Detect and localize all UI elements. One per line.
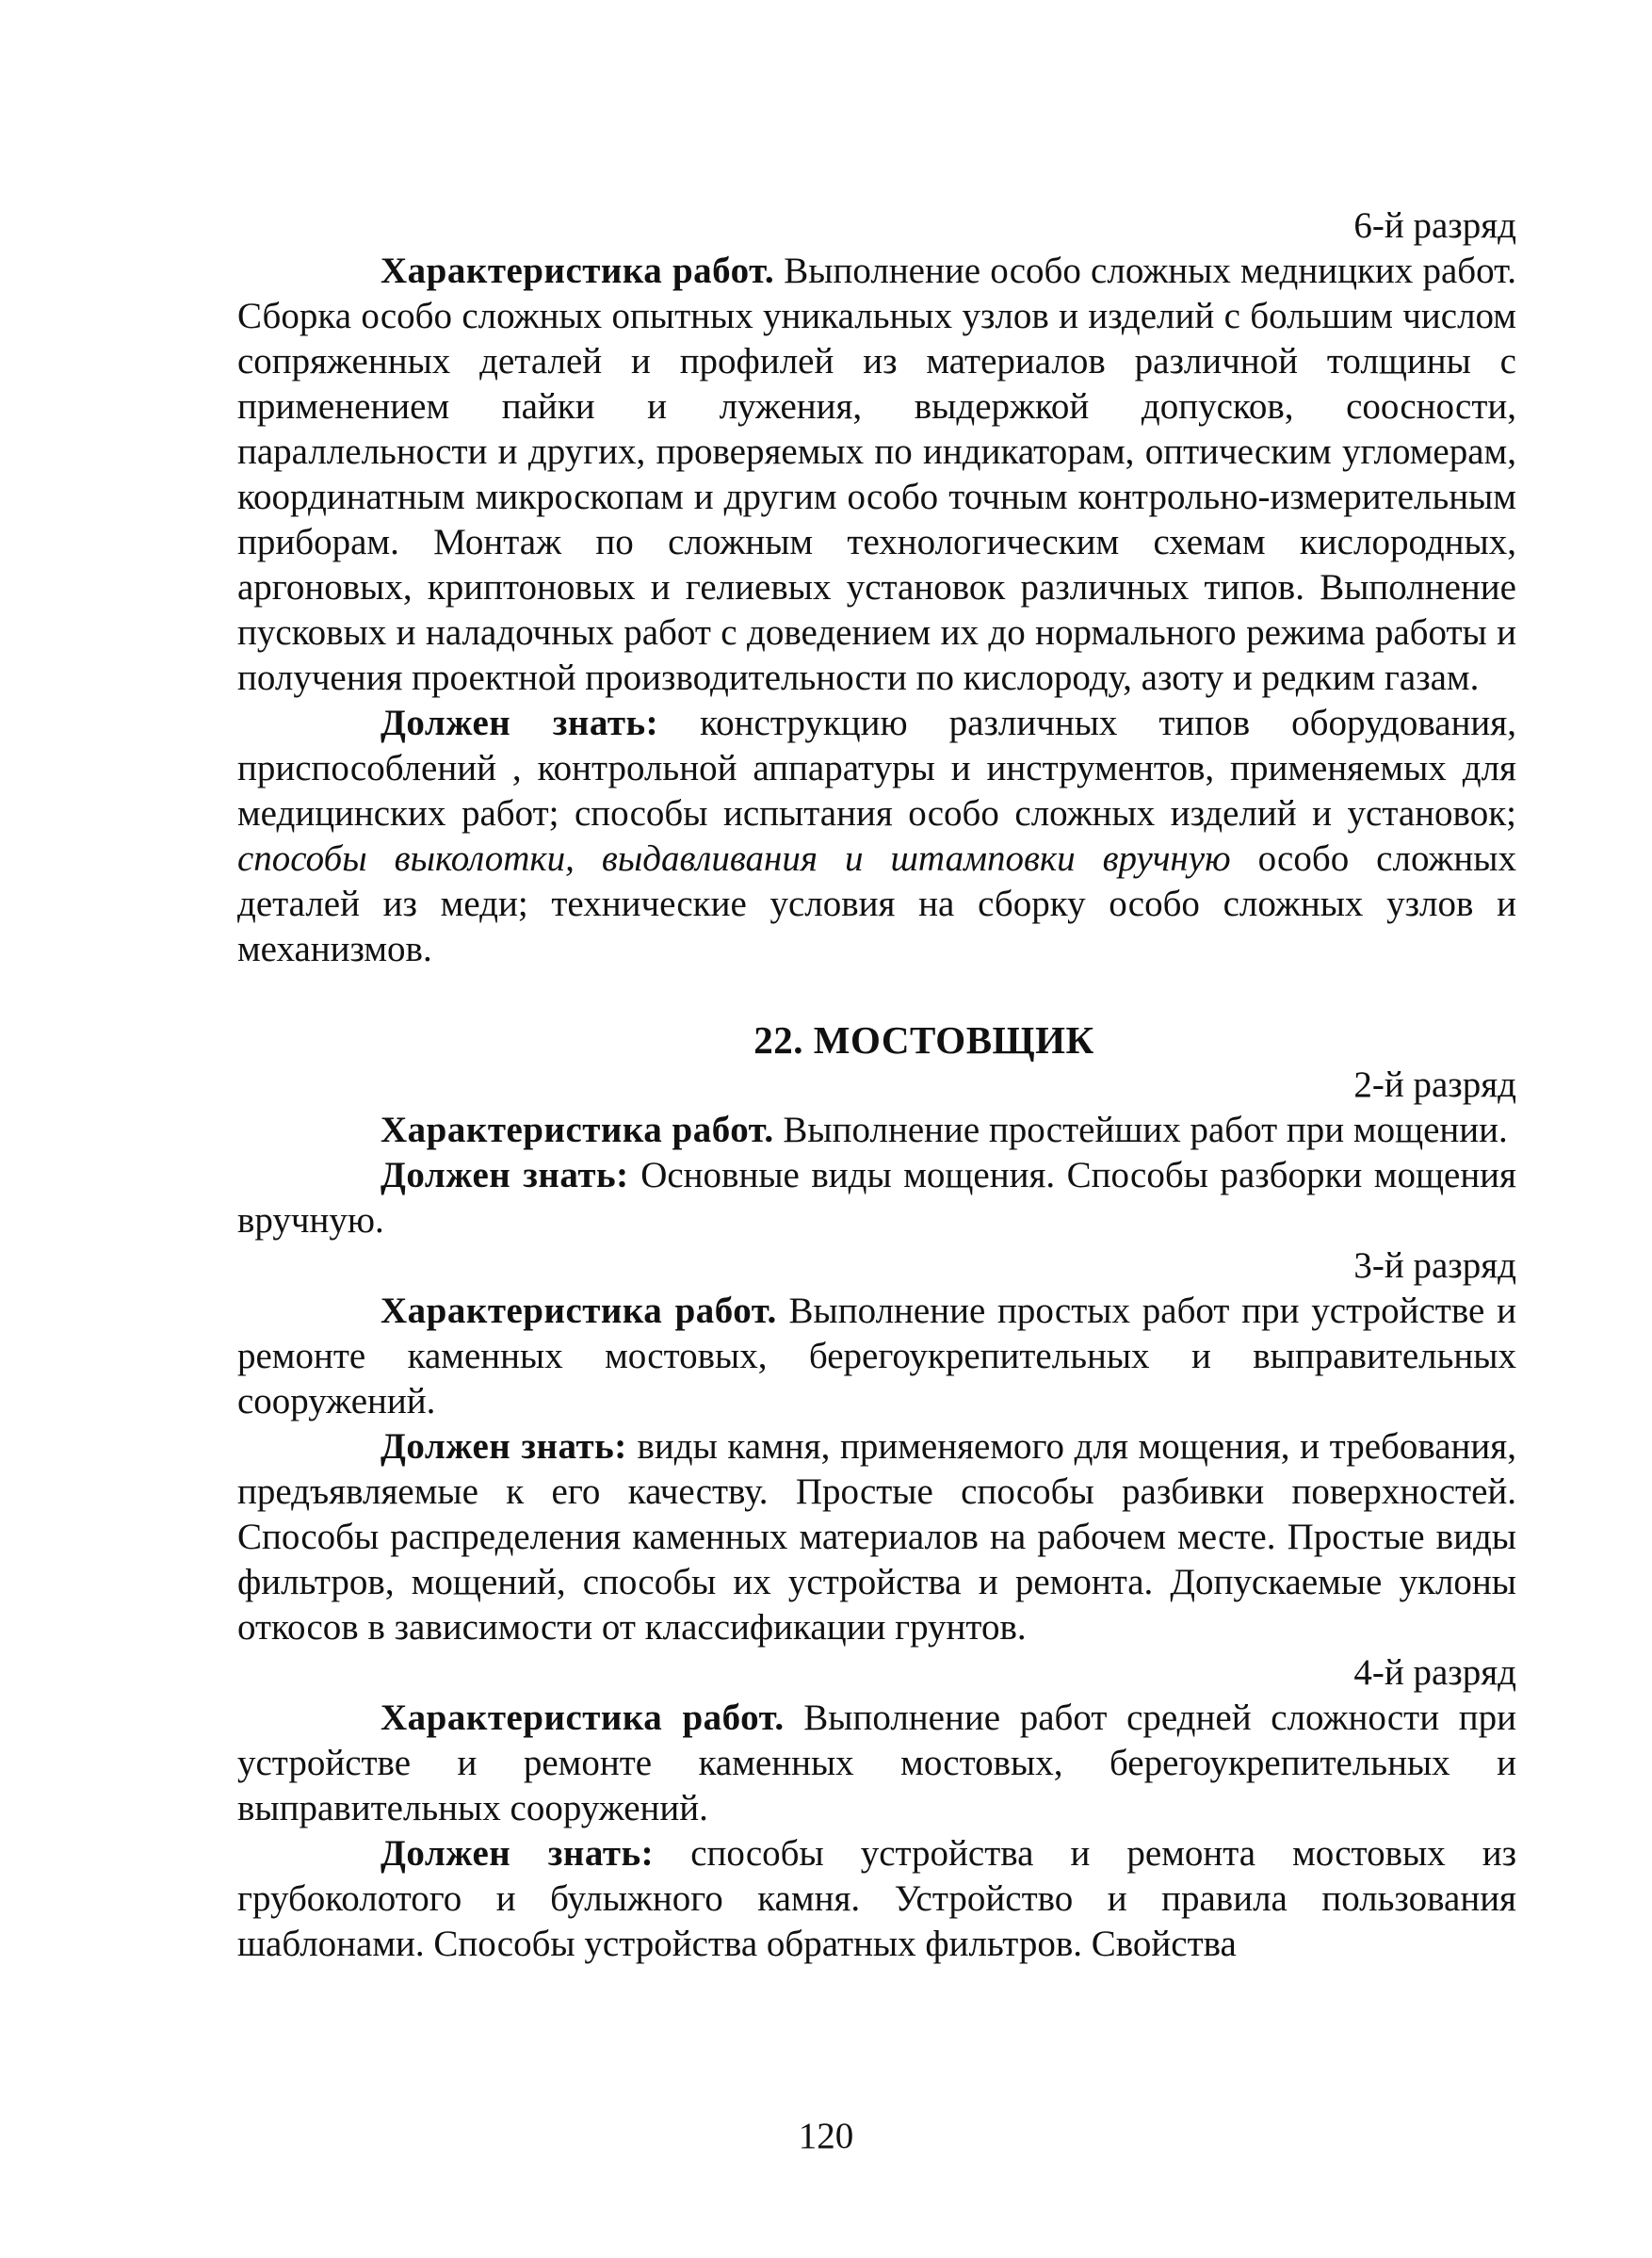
knowledge-paragraph: [237, 1153, 1516, 1243]
know-text: Основные виды мощения. Способы разборки мощения вручную.: [237, 1155, 1516, 1241]
know-label: Должен знать:: [381, 1833, 655, 1874]
work-text: Выполнение простейших работ при мощении.: [773, 1110, 1508, 1150]
grade-heading: 3-й разряд: [1353, 1245, 1516, 1286]
grade-heading: 4-й разряд: [1353, 1652, 1516, 1693]
knowledge-paragraph: [237, 1424, 1516, 1650]
work-label: Характеристика работ.: [381, 1110, 774, 1150]
knowledge-paragraph: [237, 701, 1516, 972]
grade-heading: 2-й разряд: [1353, 1064, 1516, 1105]
knowledge-paragraph: [237, 1831, 1516, 1967]
work-characteristics-paragraph: [237, 1108, 1516, 1153]
work-characteristics-paragraph: [237, 249, 1516, 701]
know-label: Должен знать:: [381, 1426, 627, 1467]
grade-heading: 6-й разряд: [1353, 205, 1516, 246]
work-text: Выполнение работ средней сложности при устройстве и ремонте каменных мостовых, берегоукрепительных и выправительных сооружений.: [237, 1698, 1516, 1828]
know-text-italic: способы выколотки, выдавливания и штамповки вручную: [237, 838, 1231, 879]
work-label: Характеристика работ.: [381, 1291, 777, 1331]
know-text: виды камня, применяемого для мощения, и требования, предъявляемые к его качеству. Простые способы разбивки поверхностей. Способы распределения каменных материалов на рабочем месте. Простые виды фильтров, мощений, способы их устройства и ремонта. Допускаемые уклоны откосов в зависимости от классификации грунтов.: [237, 1426, 1516, 1648]
know-text: особо сложных деталей из меди; технические условия на сборку особо сложных узлов и механизмов.: [237, 838, 1516, 969]
know-text: способы устройства и ремонта мостовых из грубоколотого и булыжного камня. Устройство и правила пользования шаблонами. Способы устройства обратных фильтров. Свойства: [237, 1833, 1516, 1964]
work-label: Характеристика работ.: [381, 251, 775, 291]
main-text: [237, 203, 1516, 1967]
know-text: конструкцию различных типов оборудования, приспособлений , контрольной аппаратуры и инструментов, применяемых для медицинских работ; способы испытания особо сложных изделий и установок;: [237, 703, 1516, 834]
page-number: 120: [798, 2116, 854, 2156]
work-text: Выполнение особо сложных медницких работ. Сборка особо сложных опытных уникальных узлов и изделий с большим числом сопряженных деталей и профилей из материалов различной толщины с применением пайки и лужения, выдержкой допусков, соосности, параллельности и других, проверяемых по индикаторам, оптическим угломерам, координатным микроскопам и другим особо точным контрольно-измерительным приборам. Монтаж по сложным технологическим схемам кислородных, аргоновых, криптоновых и гелиевых установок различных типов. Выполнение пусковых и наладочных работ с доведением их до нормального режима работы и получения проектной производительности по кислороду, азоту и редким газам.: [237, 251, 1516, 698]
work-label: Характеристика работ.: [381, 1698, 785, 1738]
know-label: Должен знать:: [381, 1155, 629, 1195]
section-title: 22. МОСТОВЩИК: [753, 1018, 1094, 1062]
work-text: Выполнение простых работ при устройстве и ремонте каменных мостовых, берегоукрепительных и выправительных сооружений.: [237, 1291, 1516, 1421]
work-characteristics-paragraph: [237, 1289, 1516, 1424]
know-label: Должен знать:: [381, 703, 659, 743]
work-characteristics-paragraph: [237, 1696, 1516, 1831]
